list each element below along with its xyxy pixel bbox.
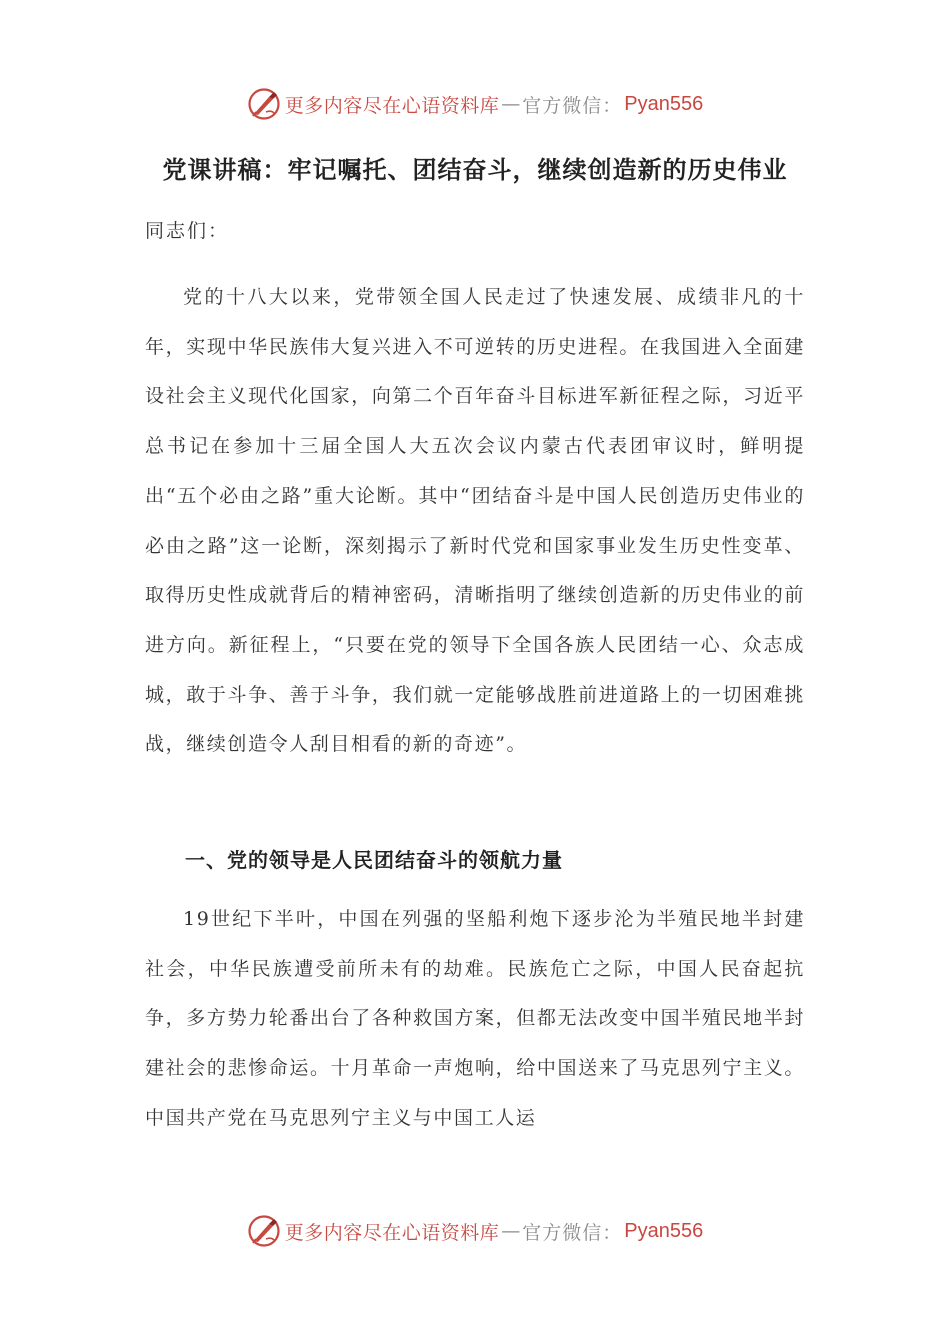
salutation: 同志们： xyxy=(145,220,230,242)
paragraph-2: 19世纪下半叶，中国在列强的坚船利炮下逐步沦为半殖民地半封建社会，中华民族遭受前所未有的劫难。民族危亡之际，中国人民奋起抗争，多方势力轮番出台了各种救国方案，但都无法改变中国半殖民地半封建社会的悲惨命运。十月革命一声炮响，给中国送来了马克思列宁主义。中国共产党在马克思列宁主义与中国工人运 xyxy=(145,908,805,1129)
banner-wechat-id: Pyan556 xyxy=(624,1219,704,1242)
footer-banner xyxy=(0,1211,950,1251)
banner-text: 更多内容尽在心语资料库 xyxy=(284,94,500,117)
banner-wechat-label: 官方微信： xyxy=(522,1221,623,1244)
document-title: 党课讲稿：牢记嘱托、团结奋斗，继续创造新的历史伟业 xyxy=(162,156,788,184)
banner-text: 更多内容尽在心语资料库 xyxy=(284,1221,500,1244)
paragraph-1: 党的十八大以来，党带领全国人民走过了快速发展、成绩非凡的十年，实现中华民族伟大复兴进入不可逆转的历史进程。在我国进入全面建设社会主义现代化国家，向第二个百年奋斗目标进军新征程之际，习近平总书记在参加十三届全国人大五次会议内蒙古代表团审议时，鲜明提出“五个必由之路”重大论断。其中“团结奋斗是中国人民创造历史伟业的必由之路”这一论断，深刻揭示了新时代党和国家事业发生历史性变革、取得历史性成就背后的精神密码，清晰指明了继续创造新的历史伟业的前进方向。新征程上，“只要在党的领导下全国各族人民团结一心、众志成城，敢于斗争、善于斗争，我们就一定能够战胜前进道路上的一切困难挑战，继续创造令人刮目相看的新的奇迹”。 xyxy=(145,286,805,756)
banner-wechat-label: 官方微信： xyxy=(522,94,623,117)
section-heading-1: 一、党的领导是人民团结奋斗的领航力量 xyxy=(185,848,563,872)
pen-logo-icon xyxy=(247,1214,281,1248)
pen-logo-icon xyxy=(247,87,281,121)
banner-separator: — xyxy=(501,1220,521,1242)
header-banner xyxy=(0,84,950,124)
banner-wechat-id: Pyan556 xyxy=(624,92,704,115)
banner-separator: — xyxy=(501,93,521,115)
